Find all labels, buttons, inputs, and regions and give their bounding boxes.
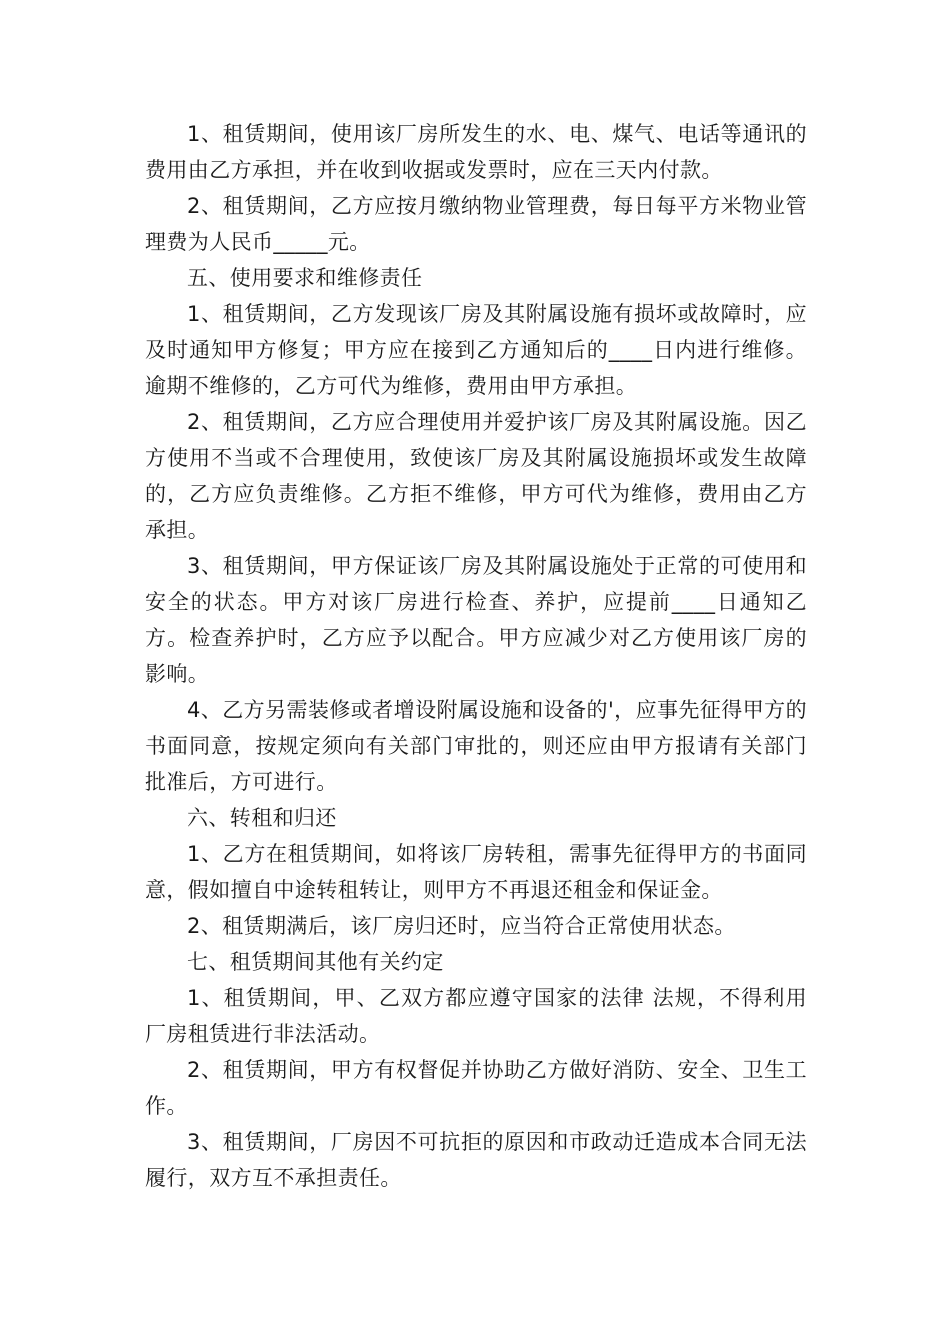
section-heading-6: 六、转租和归还 [187,806,337,830]
clause-repair-notice: 1、租赁期间，乙方发现该厂房及其附属设施有损坏或故障时，应及时通知甲方修复；甲方应在接到乙方通知后的____日内进行维修。逾期不维修的，乙方可代为维修，费用由甲方承担。 [145,302,807,398]
clause-force-majeure: 3、租赁期间，厂房因不可抗拒的原因和市政动迁造成本合同无法履行，双方互不承担责任。 [145,1130,807,1190]
clause-sublease: 1、乙方在租赁期间，如将该厂房转租，需事先征得甲方的书面同意，假如擅自中途转租转让，则甲方不再退还租金和保证金。 [145,842,807,902]
section-heading-7: 七、租赁期间其他有关约定 [187,950,444,974]
clause-legal-compliance: 1、租赁期间，甲、乙双方都应遵守国家的法律 法规，不得利用厂房租赁进行非法活动。 [145,986,807,1046]
clause-return: 2、租赁期满后，该厂房归还时，应当符合正常使用状态。 [187,914,736,938]
clause-renovation: 4、乙方另需装修或者增设附属设施和设备的'，应事先征得甲方的书面同意，按规定须向有关部门审批的，则还应由甲方报请有关部门批准后，方可进行。 [145,698,807,794]
clause-safety-supervision: 2、租赁期间，甲方有权督促并协助乙方做好消防、安全、卫生工作。 [145,1058,807,1118]
clause-property-fee: 2、租赁期间，乙方应按月缴纳物业管理费，每日每平方米物业管理费为人民币_____元。 [145,194,807,254]
clause-inspection: 3、租赁期间，甲方保证该厂房及其附属设施处于正常的可使用和安全的状态。甲方对该厂房进行检查、养护，应提前____日通知乙方。检查养护时，乙方应予以配合。甲方应减少对乙方使用该厂房的影响。 [145,554,807,686]
clause-utilities: 1、租赁期间，使用该厂房所发生的水、电、煤气、电话等通讯的费用由乙方承担，并在收到收据或发票时，应在三天内付款。 [145,122,807,182]
section-heading-5: 五、使用要求和维修责任 [187,266,423,290]
clause-proper-use: 2、租赁期间，乙方应合理使用并爱护该厂房及其附属设施。因乙方使用不当或不合理使用，致使该厂房及其附属设施损坏或发生故障的，乙方应负责维修。乙方拒不维修，甲方可代为维修，费用由乙方承担。 [145,410,807,542]
document-body [145,116,807,1196]
